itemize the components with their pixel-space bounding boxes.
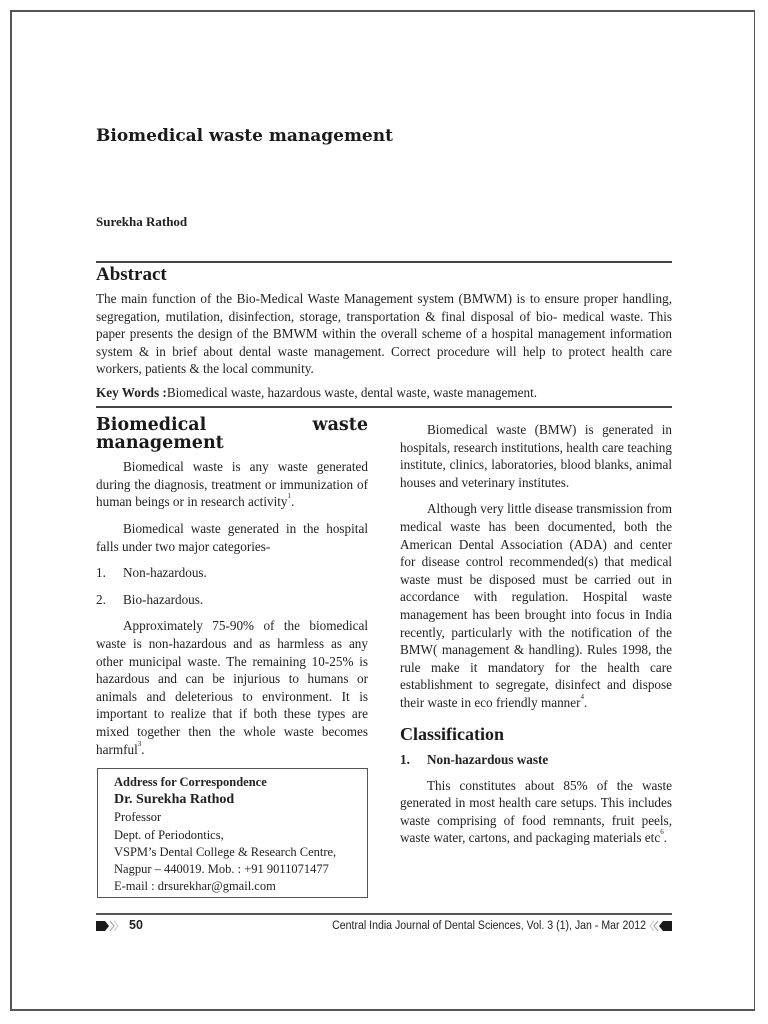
abstract-top-rule: [96, 261, 672, 263]
left-column: [96, 417, 368, 767]
paragraph: This constitutes about 85% of the waste generated in most health care setups. This includes waste comprising of food remnants, fruit peels, waste water, cartons, and packaging materials etc$^6$.: [400, 777, 672, 846]
right-column: [400, 421, 672, 856]
paragraph: Biomedical waste is any waste generated during the diagnosis, treatment or immunization of human beings or in research activity$^1$.: [96, 459, 368, 510]
abstract-text: The main function of the Bio-Medical Waste Management system (BMWM) is to ensure proper handling, segregation, mutilation, disinfection, storage, transportation & final disposal of bio- medical waste. This paper presents the design of the BMWM within the overall scheme of a hospital management information system & in brief about dental waste management. Correct procedure will help to protect health care workers, patients & the local community.: [96, 291, 672, 377]
paragraph: Approximately 75-90% of the biomedical waste is non-hazardous and as harmless as any other municipal waste. The remaining 10-25% is hazardous and can be injurious to humans or animals and deleterious to environment. It is important to realize that if both these types are mixed together then the whole waste becomes harmful$^3$.: [96, 618, 368, 757]
page-back-arrow-icon: [648, 920, 672, 932]
correspondence-email: E-mail : drsurekhar@gmail.com: [114, 879, 276, 894]
citation-ref: 6: [660, 828, 664, 837]
correspondence-label: Address for Correspondence: [114, 775, 267, 789]
page-number: 50: [129, 918, 143, 932]
abstract-bottom-rule: [96, 406, 672, 408]
journal-citation: Central India Journal of Dental Sciences, Vol. 3 (1), Jan - Mar 2012: [332, 918, 646, 932]
correspondence-city-phone: Nagpur – 440019. Mob. : +91 9011071477: [114, 862, 329, 877]
article-title: Biomedical waste management: [96, 126, 393, 146]
keywords-text: Biomedical waste, hazardous waste, dental waste, waste management.: [166, 385, 538, 400]
article-author: Surekha Rathod: [96, 214, 188, 229]
page-footer: [96, 918, 672, 934]
citation-ref: 4: [580, 692, 585, 701]
section-heading: Biomedical waste management: [96, 415, 368, 453]
citation-ref: 3: [137, 739, 142, 748]
paragraph: Although very little disease transmission from medical waste has been documented, both the American Dental Association (ADA) and center for disease control recommended(s) that medical waste must be disposed must be carried out in accordance with regulation. Hospital waste management has been brought into focus in India recently, particularly with the notification of the BMW( management & handling). Rules 1998, the rule make it mandatory for the health care establishment to segregate, disinfect and dispose their waste in eco friendly manner$^4$.: [400, 501, 672, 710]
keywords: [96, 384, 672, 401]
paragraph: Biomedical waste generated in the hospital falls under two major categories-: [96, 520, 368, 554]
paragraph: Biomedical waste (BMW) is generated in hospitals, research institutions, health care teaching institute, clinics, laboratories, blood blanks, animal houses and veterinary institutes.: [400, 422, 672, 490]
correspondence-name: Dr. Surekha Rathod: [114, 792, 235, 808]
classification-heading: Classification: [400, 723, 505, 744]
page-forward-arrow-icon: [96, 920, 120, 932]
abstract-heading: Abstract: [96, 264, 167, 285]
list-item: 2. Bio-hazardous.: [96, 591, 204, 607]
correspondence-college: VSPM’s Dental College & Research Centre,: [114, 844, 337, 859]
footer-rule: [96, 913, 672, 915]
subsection-heading: 1. Non-hazardous waste: [400, 752, 549, 768]
citation-ref: 1: [287, 492, 292, 501]
keywords-label: Key Words :: [96, 385, 167, 400]
list-item: 1. Non-hazardous.: [96, 565, 207, 581]
correspondence-box: [97, 768, 368, 898]
correspondence-dept: Dept. of Periodontics,: [114, 827, 224, 842]
correspondence-position: Professor: [114, 810, 162, 825]
